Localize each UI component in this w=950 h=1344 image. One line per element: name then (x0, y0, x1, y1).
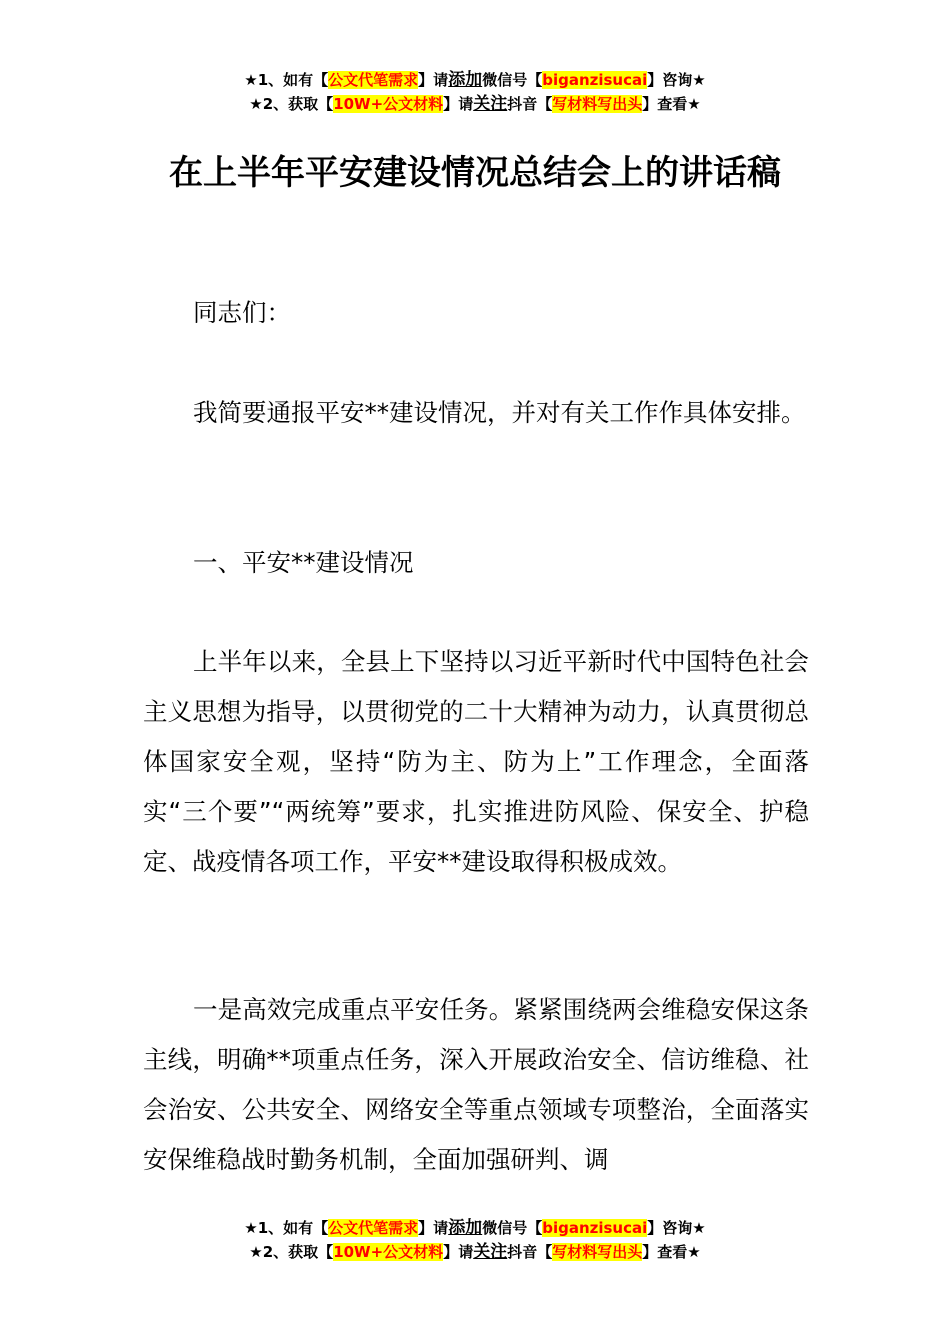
promo-text: 抖音【 (507, 95, 553, 113)
promo-highlight: 公文代笔需求 (328, 1219, 419, 1237)
promo-text: 】请 (443, 1243, 474, 1261)
paragraph-intro: 我简要通报平安**建设情况，并对有关工作作具体安排。 (193, 398, 806, 427)
promo-text: 】查看★ (642, 95, 701, 113)
paragraph-overview: 上半年以来，全县上下坚持以习近平新时代中国特色社会主义思想为指导，以贯彻党的二十大精神为动力，认真贯彻总体国家安全观，坚持“防为主、防为上”工作理念，全面落实“三个要”“两统筹”要求，扎实推进防风险、保安全、护稳定、战疫情各项工作，平安**建设取得积极成效。 (143, 647, 809, 876)
promo-header (0, 68, 950, 116)
promo-highlight: 写材料写出头 (552, 95, 643, 113)
promo-wechat-id: biganzisucai (542, 71, 648, 89)
promo-text: 微信号【 (482, 71, 543, 89)
promo-emphasis: 添加 (448, 70, 483, 90)
promo-text: 】请 (418, 71, 449, 89)
promo-line-2 (0, 92, 950, 116)
promo-line-2 (0, 1240, 950, 1264)
promo-emphasis: 关注 (473, 94, 508, 114)
promo-footer (0, 1216, 950, 1264)
promo-text: ★1、如有【 (244, 71, 329, 89)
document-title: 在上半年平安建设情况总结会上的讲话稿 (169, 153, 781, 193)
promo-emphasis: 关注 (473, 1242, 508, 1262)
promo-text: 】查看★ (642, 1243, 701, 1261)
promo-emphasis: 添加 (448, 1218, 483, 1238)
promo-text: ★1、如有【 (244, 1219, 329, 1237)
promo-text: 】咨询★ (647, 1219, 706, 1237)
promo-line-1 (0, 68, 950, 92)
promo-highlight: 10W+公文材料 (333, 95, 444, 113)
salutation: 同志们： (193, 298, 291, 327)
promo-highlight: 10W+公文材料 (333, 1243, 444, 1261)
promo-text: 微信号【 (482, 1219, 543, 1237)
promo-text: ★2、获取【 (249, 95, 334, 113)
promo-line-1 (0, 1216, 950, 1240)
promo-highlight: 写材料写出头 (552, 1243, 643, 1261)
section-heading: 一、平安**建设情况 (193, 548, 414, 577)
promo-text: 抖音【 (507, 1243, 553, 1261)
paragraph-point-one: 一是高效完成重点平安任务。紧紧围绕两会维稳安保这条主线，明确**项重点任务，深入开展政治安全、信访维稳、社会治安、公共安全、网络安全等重点领域专项整治，全面落实安保维稳战时勤务机制，全面加强研判、调 (143, 995, 809, 1174)
promo-wechat-id: biganzisucai (542, 1219, 648, 1237)
promo-highlight: 公文代笔需求 (328, 71, 419, 89)
promo-text: 】请 (418, 1219, 449, 1237)
promo-text: 】请 (443, 95, 474, 113)
promo-text: 】咨询★ (647, 71, 706, 89)
promo-text: ★2、获取【 (249, 1243, 334, 1261)
